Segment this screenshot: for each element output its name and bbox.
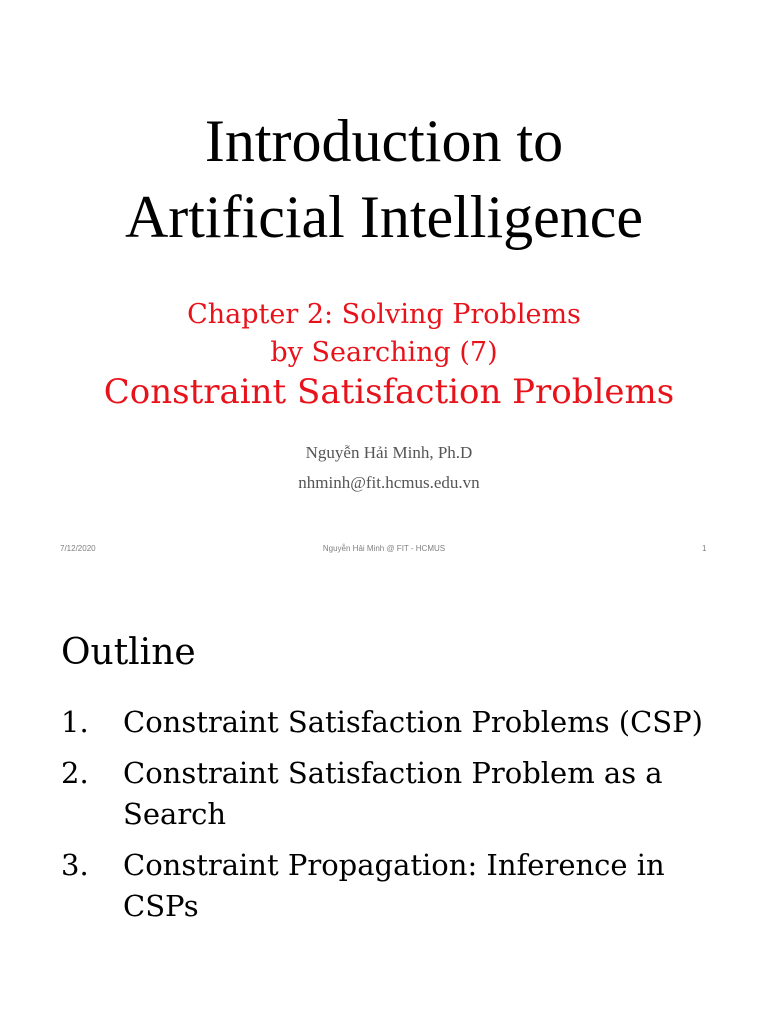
chapter-line-2: by Searching (7): [270, 337, 498, 368]
list-item-number: 2.: [61, 756, 89, 790]
outline-heading: Outline: [61, 632, 196, 673]
list-item-text: Constraint Satisfaction Problem as a Search: [123, 756, 663, 831]
author-name: Nguyễn Hải Minh, Ph.D: [305, 443, 473, 462]
chapter-line-1: Chapter 2: Solving Problems: [187, 299, 581, 330]
footer-page-number: 1: [702, 544, 707, 553]
chapter-subtitle: [0, 296, 768, 372]
title-line-1: Introduction to: [204, 108, 564, 174]
topic-title: Constraint Satisfaction Problems: [103, 372, 675, 412]
footer-date: 7/12/2020: [60, 544, 96, 553]
list-item: [61, 702, 741, 743]
list-item-number: 3.: [61, 848, 89, 882]
title-line-2: Artificial Intelligence: [124, 184, 644, 250]
list-item-number: 1.: [61, 705, 89, 739]
outline-list: [61, 702, 741, 937]
list-item-text: Constraint Satisfaction Problems (CSP): [123, 705, 703, 739]
list-item-text: Constraint Propagation: Inference in CSPs: [123, 848, 665, 923]
list-item: [61, 845, 741, 927]
outline-slide: [0, 568, 768, 1024]
author-email: nhminh@fit.hcmus.edu.vn: [298, 473, 480, 492]
slide-title: [0, 103, 768, 255]
list-item: [61, 753, 741, 835]
footer-center: Nguyễn Hải Minh @ FIT - HCMUS: [322, 544, 446, 553]
